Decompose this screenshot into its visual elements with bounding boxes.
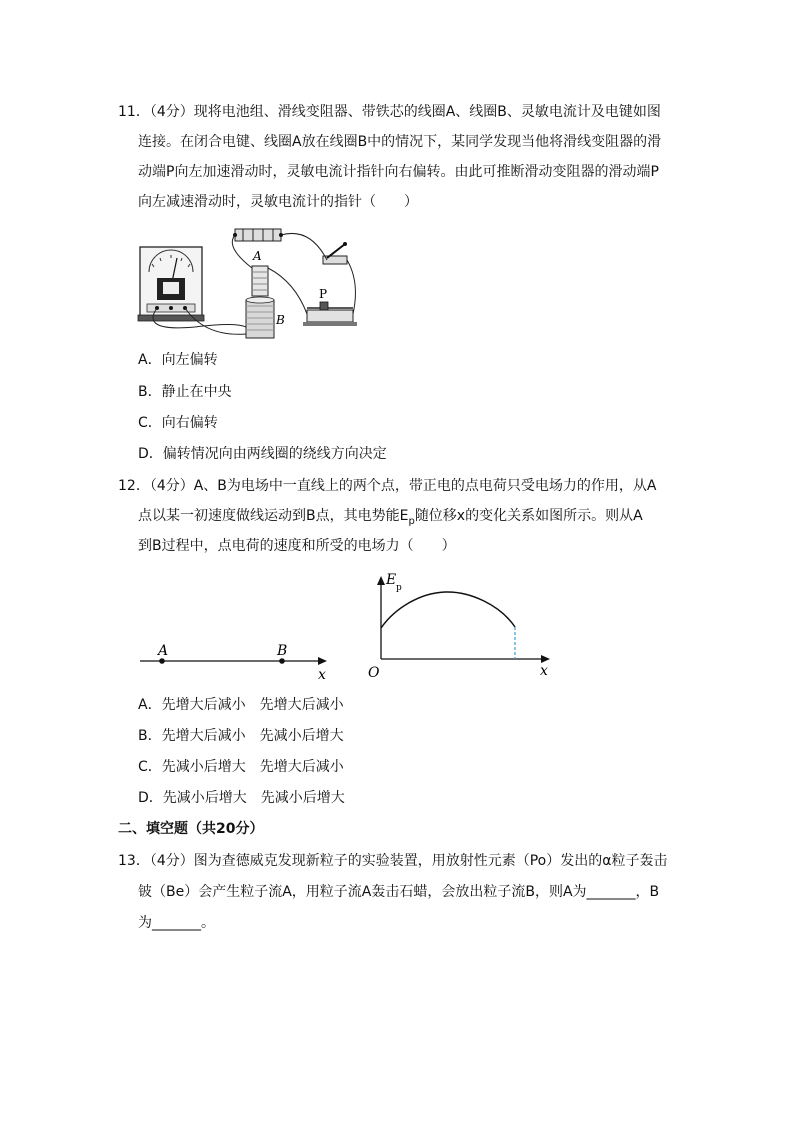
- q11-option-d: D．偏转情况向由两线圈的绕线方向决定: [138, 446, 387, 462]
- q11-line-3: 动端P向左加速滑动时，灵敏电流计指针向右偏转。由此可推断滑动变阻器的滑动端P: [138, 164, 659, 180]
- q12-option-b: B．先增大后减小 先减小后增大: [138, 728, 344, 744]
- rheostat-icon: [303, 302, 357, 326]
- q12-ep-subscript: p: [408, 515, 415, 527]
- graph-x-label: x: [540, 663, 548, 679]
- q13-line-1: 13．（4分）图为查德威克发现新粒子的实验装置，用放射性元素（Po）发出的α粒子轰击: [118, 853, 668, 869]
- q12-option-c: C．先减小后增大 先增大后减小: [138, 759, 344, 775]
- coil-a-icon: [252, 266, 268, 296]
- q12-line-3: 到B过程中，点电荷的速度和所受的电场力（ ）: [138, 538, 456, 554]
- figure-label-coil-b: B: [276, 313, 285, 327]
- battery-icon: [233, 229, 283, 241]
- graph-origin: O: [368, 665, 380, 681]
- q11-option-b: B．静止在中央: [138, 384, 232, 400]
- q11-line-4: 向左减速滑动时，灵敏电流计的指针（ ）: [138, 194, 418, 210]
- q11-option-a: A．向左偏转: [138, 352, 218, 368]
- graph-y-label-subscript: p: [396, 583, 402, 593]
- figure-label-coil-a: A: [253, 249, 262, 263]
- figure-label-b: B: [277, 643, 288, 659]
- q13-line-2: 铍（Be）会产生粒子流A，用粒子流A轰击石蜡，会放出粒子流B，则A为_______，B: [138, 884, 660, 900]
- figure-label-slider-p: P: [319, 287, 328, 301]
- ep-curve: [381, 592, 515, 628]
- figure-label-a: A: [158, 643, 169, 659]
- galvanometer-icon: [138, 247, 204, 321]
- q11-line-1: 11．（4分）现将电池组、滑线变阻器、带铁芯的线圈A、线圈B、灵敏电流计及电键如图: [118, 104, 661, 120]
- q12-line-2: 点以某一初速度做线运动到B点，其电势能$E_p$随位移x的变化关系如图所示。则从A: [138, 508, 643, 527]
- point-a: [159, 658, 165, 664]
- point-b: [279, 658, 285, 664]
- q13-line-3: 为_______。: [138, 915, 215, 931]
- q12-line-1: 12．（4分）A、B为电场中一直线上的两个点，带正电的点电荷只受电场力的作用，从A: [118, 478, 657, 494]
- q12-line-figure: [135, 640, 335, 682]
- graph-y-label: E: [386, 572, 397, 588]
- q12-ep-graph: [360, 570, 560, 682]
- q12-option-d: D．先减小后增大 先减小后增大: [138, 790, 345, 806]
- switch-icon: [323, 242, 347, 264]
- figure-axis-x: x: [318, 667, 326, 682]
- coil-b-icon: [246, 297, 274, 338]
- q12-option-a: A．先增大后减小 先增大后减小: [138, 697, 344, 713]
- q11-line-2: 连接。在闭合电键、线圈A放在线圈B中的情况下，某同学发现当他将滑线变阻器的滑: [138, 134, 662, 150]
- q11-circuit-figure: [135, 222, 360, 344]
- q11-option-c: C．向右偏转: [138, 415, 218, 431]
- section-title: 二、填空题（共20分）: [118, 821, 264, 837]
